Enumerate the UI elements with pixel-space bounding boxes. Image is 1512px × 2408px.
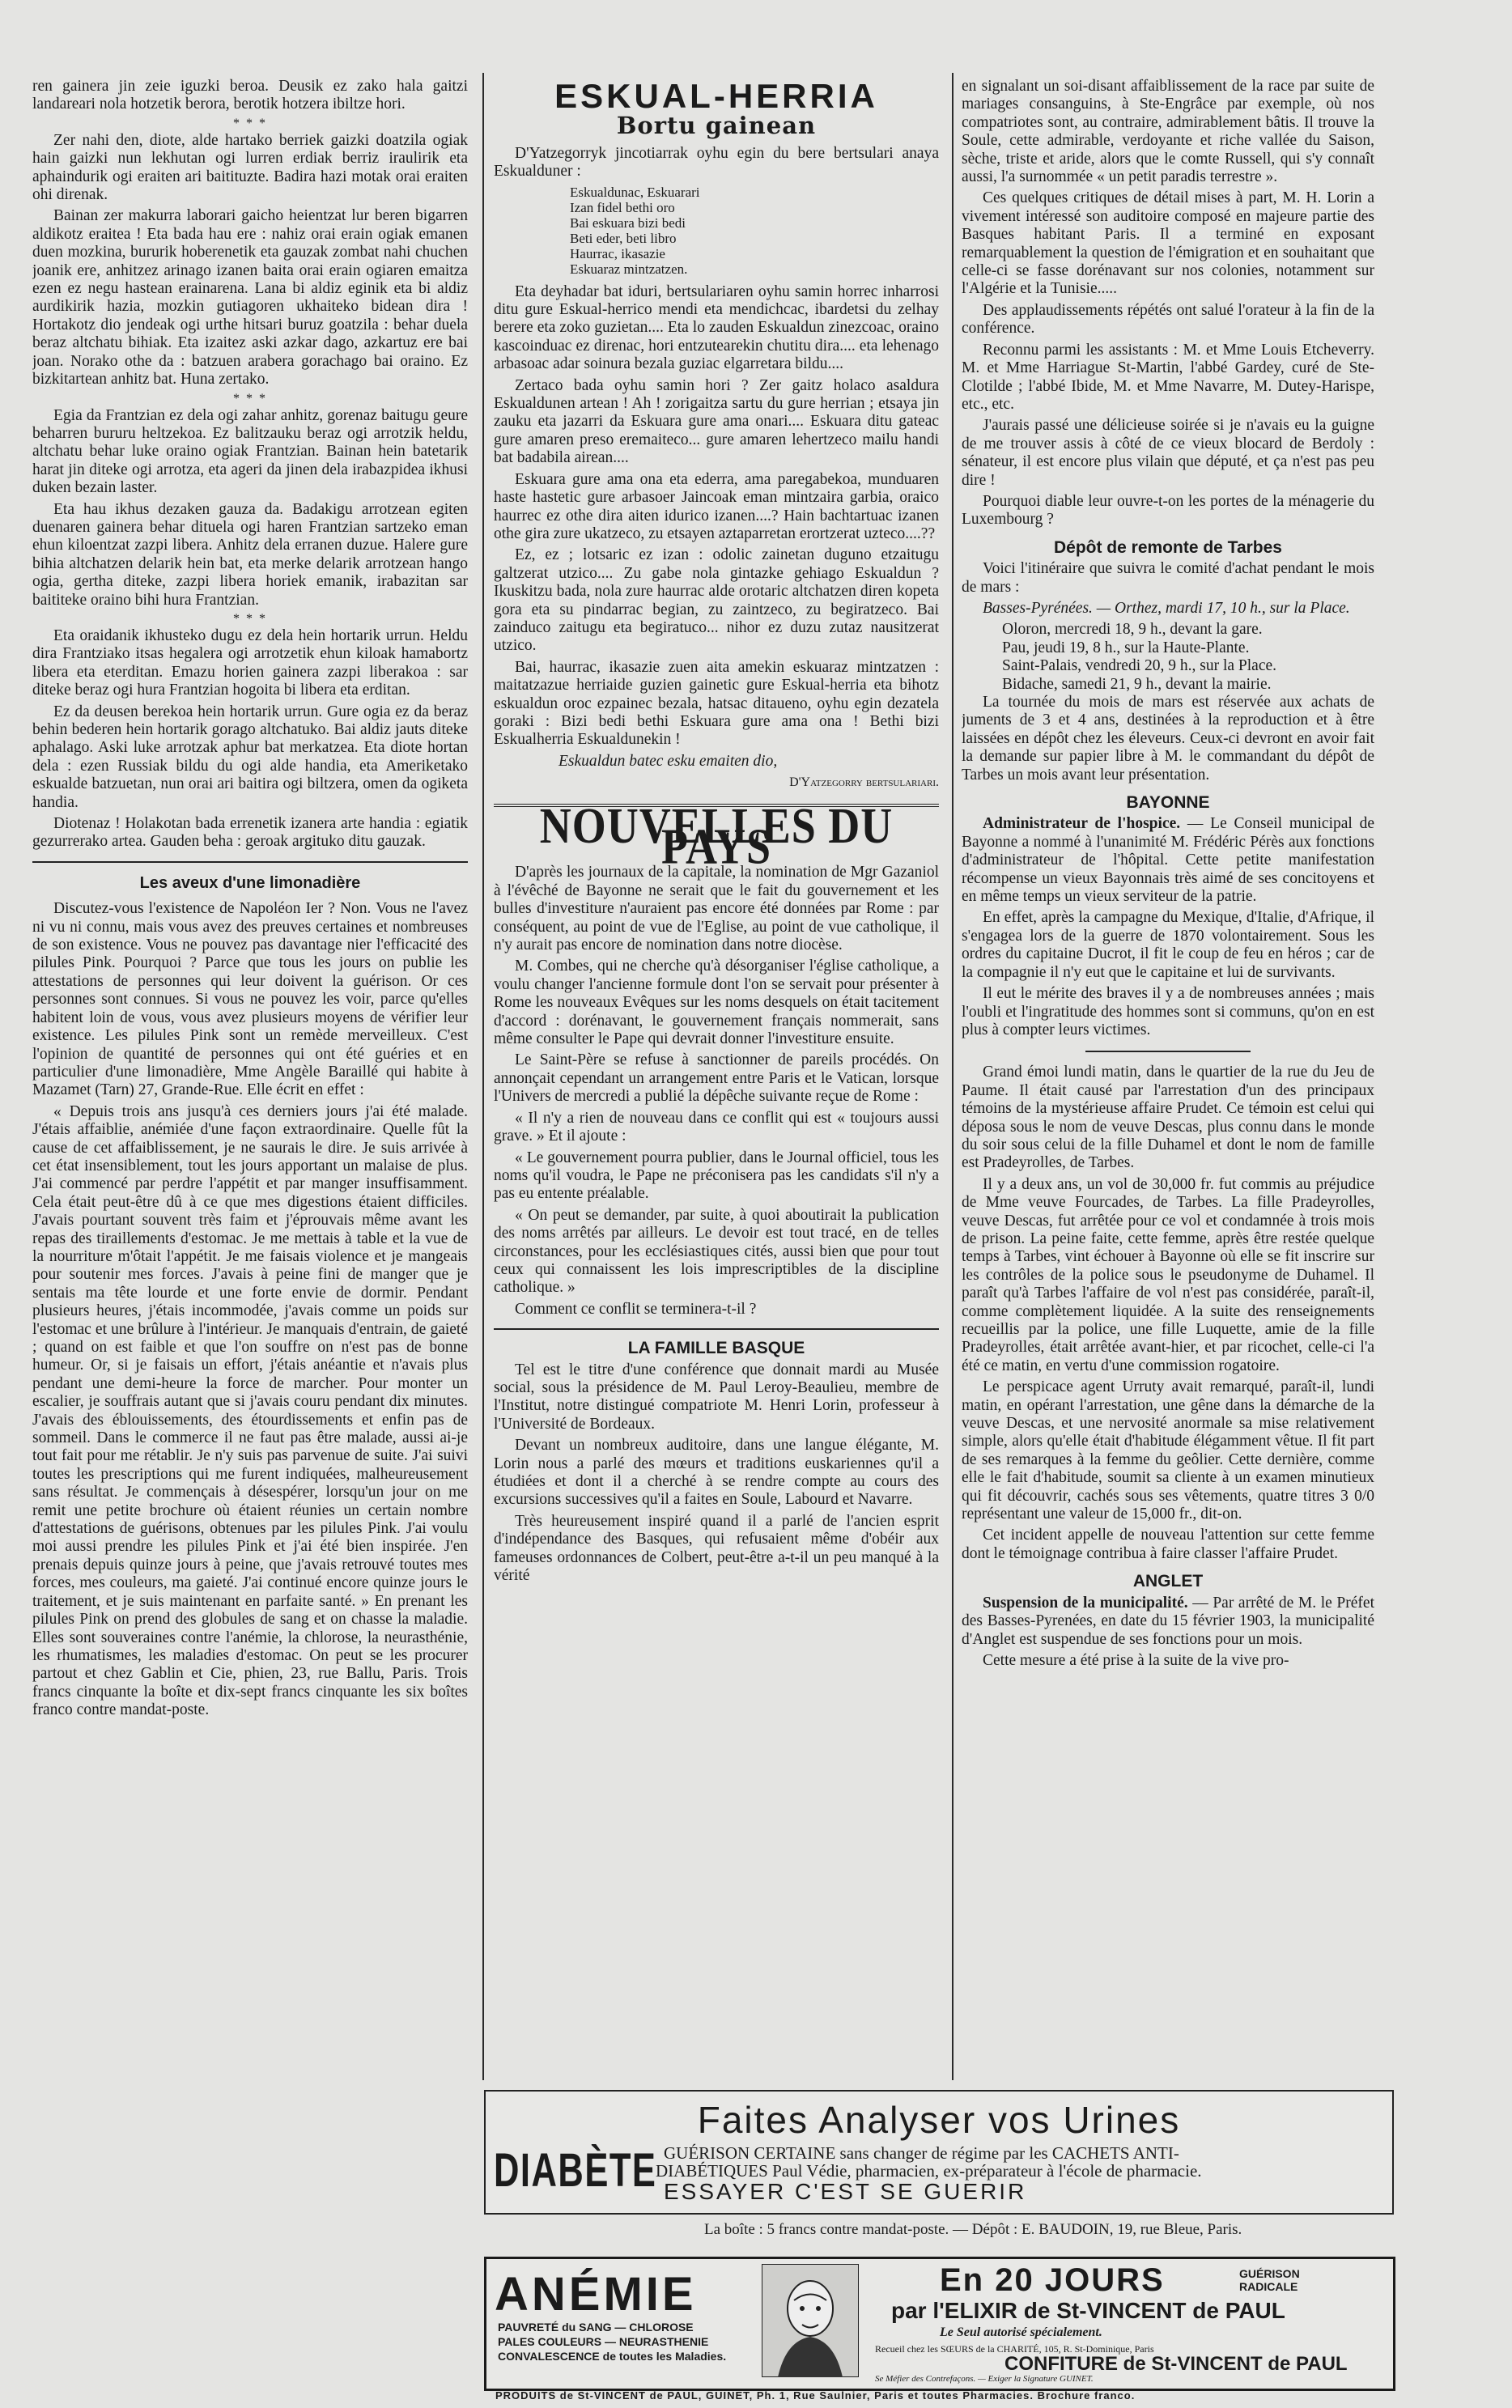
section-divider [494,1328,939,1330]
ad-text: GUÉRISON RADICALE [1239,2267,1300,2293]
paragraph: Il eut le mérite des braves il y a de nombreuses années ; mais l'oubli et l'ingratitude des hommes sont si communs, qu'on en est plus à compter leurs victimes. [962,985,1374,1038]
paragraph: Egia da Frantzian ez dela ogi zahar anhitz, gorenaz baitugu geure beharren bururu heltzekoa. Ez balitzauku beraz ogi arrotzik heldu, altchatu behar luke oraino ogiak Frantzian. Bainan hein batetarik harat jin diteke ogi arrotza, eta ageri da jinen dela irabazpidea ikhusi duken bezain laster. [32,406,468,497]
advertisement-anemie [484,2257,1395,2391]
paragraph: Eta deyhadar bat iduri, bertsulariaren oyhu samin horrec inharrosi ditu gure Eskual-herrico mendi eta mendichcac, ibardetsi du zelhay berere eta zoko guzietan.... Eta lo zauden Eskualdun zinezcoac, oraino kascoinduac ez direnac, hori entzutearekin chutitu dira.... eta lehenago arbasoac adar soinura bezala guziac elgarretara bildu.... [494,282,939,373]
ad-product: par l'ELIXIR de St-VINCENT de PAUL [891,2298,1285,2323]
ad-product: CONFITURE de St-VINCENT de PAUL [1004,2353,1348,2375]
paragraph: Comment ce conflit se terminera-t-il ? [515,1300,757,1318]
poem-line: Beti eder, beti libro [570,230,677,246]
paragraph: D'Yatzegorryk jincotiarrak oyhu egin du bere bertsulari anaya Eskualduner : [494,144,939,180]
paragraph: Zer nahi den, diote, alde hartako berriek gaizki doatzila ogiak hain gaizki nun lekhutan ogi lurren erdiak berriz iraulirik eta aphaindurik ogi eraiten ari baitituzte. Badira hazi motak orai eraiten ohi direnak. [32,131,468,204]
column-2 [494,78,939,2085]
section-divider [1085,1051,1251,1052]
itinerary-line: Oloron, mercredi 18, 9 h., devant la gare. [1002,621,1263,639]
paragraph: La tournée du mois de mars est réservée aux achats de juments de 3 et 4 ans, destinées à la reproduction et à être laissées en dépôt chez les éleveurs. Ceux-ci devront en avoir fait la demande sur papier libre à M. le commandant du dépôt de Tarbes un mois avant leur présentation. [962,694,1374,784]
ad-headline: En 20 JOURS [940,2262,1165,2298]
ad-title: ANÉMIE [495,2268,697,2321]
section-masthead: ESKUAL-HERRIA [554,78,878,115]
paragraph: Voici l'itinéraire que suivra le comité d'achat pendant le mois de mars : [962,560,1374,596]
paragraph: Devant un nombreux auditoire, dans une langue élégante, M. Lorin nous a parlé des mœurs et traditions euskariennes qu'il a étudiées et dont il a cherché à se rendre compte au cours des excursions successives qu'il a faites en Soule, Labourd et Navarre. [494,1437,939,1509]
paragraph-text: — Par arrêté de M. le Préfet des Basses-Pyrenées, en date du 15 février 1903, la municipalité d'Anglet est suspendue de ses fonctions pour un mois. [962,1594,1374,1648]
column-rule-left [482,73,484,2080]
ad-text: Le Seul autorisé spécialement. [940,2325,1102,2339]
article-title: Dépôt de remonte de Tarbes [1053,537,1282,557]
ad-slogan: ESSAYER C'EST SE GUERIR [664,2179,1027,2204]
poem-line: Haurrac, ikasazie [570,245,665,261]
section-separator: * * * [233,611,267,626]
section-divider [32,861,468,863]
paragraph: Ez da deusen berekoa hein hortarik urrun. Gure ogia ez da beraz behin bederen hein hortarik gorago altchatuko. Bai aldiz jauts diteke aphalago. Aski luke arrotzak aphur bat merkatzea. Eta diote hortan dela : ezen Russiak bildu du ogi alde handia, eta Ameriketako eskualde batzuetan, nun orai ari baitira ogi biltzera, omen da ogiketa handia. [32,703,468,811]
subhead: Administrateur de l'hospice. [983,815,1181,833]
paragraph: Cet incident appelle de nouveau l'attention sur cette femme dont le témoignage contribua à faire classer l'affaire Prudet. [962,1527,1374,1562]
paragraph: Eta hau ikhus dezaken gauza da. Badakigu arrotzean egiten duenaren gainera behar dituela ogi haren Frantzian sartzeko eman ehun kiloentzat zazpi libera. Anhitz dela erranen duzue. Halere gure bihia altchatzen delarik hein bat, eta merke delarik arrotzean hango ogia, gertha diteke, zazpi libera horiek emanik, irabazitan sar baititeke oraino bihi hura Frantzian. [32,500,468,609]
poem-line: Eskualdunac, Eskuarari [570,184,700,200]
paragraph [962,815,1374,906]
column-1 [32,78,468,2393]
ad-text: DIABÉTIQUES Paul Védie, pharmacien, ex-préparateur à l'école de pharmacie. [656,2161,1202,2181]
ad-text: PALES COULEURS — NEURASTHENIE [498,2335,709,2348]
paragraph: Il y a deux ans, un vol de 30,000 fr. fut commis au préjudice de Mme veuve Fourcades, de Tarbes. La fille Pradeyrolles, veuve Descas, fut arrêtée pour ce vol et condamnée à trois mois de prison. La peine faite, cette femme, après être restée quelque temps à Tarbes, vint échouer à Bayonne où elle se fit inscrire sur les contrôles de la police sous le pseudonyme de Duhamel. Il paraît qu'à Tarbes l'affaire de vol n'est pas considérée, paraît-il, comme complètement liquidée. A la suite des renseignements recueillis par la police, une fille Luquette, amie de la fille Pradeyrolles, était arrêtée avant-hier, et par ricochet, celle-ci l'a été ce matin, en vertu d'une commission rogatoire. [962,1175,1374,1374]
section-heading: NOUVELLES DU PAYS [539,797,894,875]
ad-text: PAUVRETÉ du SANG — CHLOROSE [498,2321,694,2334]
paragraph: « On peut se demander, par suite, à quoi aboutirait la publication des noms arrêtés par ailleurs. Le devoir est tout tracé, en de telles circonstances, pour les ecclésiastiques cités, aussi bien que pour tout ceux qui connaissent les lois imprescriptibles de la discipline catholique. » [494,1206,939,1297]
paragraph: Pourquoi diable leur ouvre-t-on les portes de la ménagerie du Luxembourg ? [962,492,1374,529]
section-heading: ANGLET [1132,1572,1204,1591]
ad-text: GUÉRISON CERTAINE sans changer de régime par les CACHETS ANTI- [664,2143,1179,2163]
paragraph: Des applaudissements répétés ont salué l'orateur à la fin de la conférence. [962,301,1374,338]
paragraph: Très heureusement inspiré quand il a parlé de l'ancien esprit d'indépendance des Basques, qui refusaient même d'obéir aux fameuses ordonnances de Colbert, peut-être a-t-il un peu manqué à la vérité [494,1512,939,1585]
saint-portrait-icon [762,2264,859,2377]
paragraph-text: — Le Conseil municipal de Bayonne a nommé à l'unanimité M. Frédéric Pérès aux fonctions d'administrateur de l'hôpital. Cette petite manifestation récompense un vieux Bayonnais très aimé de ses concitoyens et en même temps un vieux serviteur de la patrie. [962,815,1374,906]
paragraph: Ez, ez ; lotsaric ez izan : odolic zainetan duguno etzaitugu galtzerat utzico.... Zu gabe nola gintazke gehiago Eskualdun ? Ikuskitzu bada, nola zure haurrac alde orotaric altchatzen diren kopeta gora eta su pindarrac begian, zu zaintzeco, zu begiratzeco. Bai zainduco zaitugu eta begiratuco... nihor ez duzu zutaz nausitzerat utzico. [494,546,939,655]
paragraph: « Depuis trois ans jusqu'à ces derniers jours j'ai été malade. J'étais affaiblie, anémiée d'une façon extraordinaire. Quelle fût la cause de cet affaiblissement, je ne saurais le dire. Je suis arrivée à cet état insensiblement, tout les jours apportant un malaise de plus. J'ai commencé par perdre l'appétit et par manger insuffisamment. Cela était peut-être dû à ce que mes digestions étaient difficiles. J'avais pourtant souvent très faim et j'éprouvais même avant les repas des tiraillements d'estomac. Je me mettais à table et la vue de la nourriture m'ôtait l'appétit. Je me faisais violence et je mangeais pour soutenir mes forces. J'avais à peine fini de manger que je sentais ma tête lourde et une forte envie de dormir. Pendant plusieurs heures, j'étais incommodée, j'avais comme un poids sur l'estomac et une brûlure à l'intérieur. Je manquais d'entrain, de gaieté ; quand on est faible et que l'on souffre on n'est pas de bonne humeur. Or, si je faisais un effort, j'étais anéantie et n'avais plus pendant une demi-heure la force de marcher. Pour monter un escalier, je souffrais autant que si j'avais couru pendant dix minutes. J'avais des éblouissements, des étourdissements et enfin pas de sommeil. Dans le commerce il ne faut pas être malade, aussi ai-je tout fait pour me rétablir. Je n'y suis pas parvenue de suite. J'ai suivi toutes les prescriptions qui me furent indiquées, malheureusement sans résultat. Je commençais à désespérer, lorsqu'un jour on me remit une petite brochure où étaient réunies un certain nombre d'attestations de guérisons, obtenues par les pilules Pink. J'ai voulu moi aussi prendre les pilules Pink et j'ai été bien inspirée. J'en prenais depuis quinze jours à peine, que j'avais retrouvé toutes mes forces, mes couleurs, ma gaieté. J'ai continué encore quinze jours le traitement, et je suis maintenant en parfaite santé. » En prenant les pilules Pink on prend des globules de sang et on chasse la maladie. Elles sont souveraines contre l'anémie, la chlorose, la neurasthénie, les rhumatismes, les maladies d'estomac. On peut se les procurer partout et chez Gablin et Cie, phien, 23, rue Ballu, Paris. Trois francs cinquante la boîte et dix-sept francs cinquante les six boîtes franco contre mandat-poste. [32,1102,468,1719]
paragraph: Le perspicace agent Urruty avait remarqué, paraît-il, lundi matin, en opérant l'arrestation, une gêne dans la démarche de la veuve Descas, et une nervosité anormale sa mise relativement simple, alors qu'elle était d'habitude élégamment vêtue. Il fit part de ses remarques à la femme du geôlier. Cette dernière, comme elle le fait d'habitude, soumit sa cliente à un examen minutieux qui fit découvrir, cachés sous ses vêtements, quatre titres 3 0/0 représentant une valeur de 15,000 fr., dit-on. [962,1378,1374,1523]
ad-diabete-label: DIABÈTE [494,2144,657,2197]
paragraph: Diotenaz ! Holakotan bada errenetik izanera arte handia : egiatik gezurrerako artea. Gauden beha : geroak argituko ditu gauzak. [32,815,468,851]
paragraph: Bai, haurrac, ikasazie zuen aita amekin eskuaraz mintzatzen : maitatzazue herriaide guzien gainetic gure Eskual-herria eta bihotz eskualdun oroc ezpainec bezala, hatsac ditaueno, oyhu egin dezatela goraki : Bizi bedi bethi Eskuara gure ama ona ! Bethi bizi Eskualherria Eskualdunekin ! [494,658,939,749]
poem [570,185,939,277]
ad-text: CONVALESCENCE de toutes les Maladies. [498,2350,727,2363]
subhead: Suspension de la municipalité. [983,1594,1188,1612]
poem-line: Izan fidel bethi oro [570,199,675,215]
paragraph: Discutez-vous l'existence de Napoléon Ier ? Non. Vous ne l'avez ni vu ni connu, mais vous avez des preuves certaines et nombreuses de son existence. Vous ne pouvez pas davantage nier l'efficacité des pilules Pink. Pourquoi ? Parce que tous les jours on publie les attestations de personnes qui leur doivent la guérison. Or ces personnes sont connues. Si vous ne pouvez les voir, parce qu'elles habitent loin de vous, vous avez plusieurs moyens de vérifier leur existence. Les pilules Pink sont un remède merveilleux. C'est l'opinion de quantité de personnes qui ont été guéries et en particulier d'une limonadière, Mme Angèle Baraillé qui habite à Mazamet (Tarn) 27, Grande-Rue. Elle écrit en effet : [32,900,468,1099]
paragraph: D'après les journaux de la capitale, la nomination de Mgr Gazaniol à l'évêché de Bayonne ne serait que le fait du gouvernement et les bulles d'investiture n'auraient pas encore été données par Rome : par conséquent, au point de vue de l'Eglise, au point de vue catholique, il n'y aurait pas encore de nomination dans notre diocèse. [494,864,939,954]
paragraph: Eta oraidanik ikhusteko dugu ez dela hein hortarik urrun. Heldu dira Frantziako itsas hegalera ogi arrotzetik ehun kiloak hamabortz libera eta eterditan. Emazu horien gainera zazpi liberakoa : sar diteke beraz ogi hura Frantzian hogoita bi libera eta erditan. [32,626,468,699]
paragraph: Reconnu parmi les assistants : M. et Mme Louis Etcheverry. M. et Mme Harriague St-Martin, l'abbé Gardey, curé de Ste-Clotilde ; l'abbé Ibide, M. et Mme Navarre, M. Dutey-Harispe, etc., etc. [962,341,1374,413]
poem-line: Bai eskuara bizi bedi [570,214,686,231]
section-separator: * * * [233,116,267,130]
signature: D'Yatzegorry bertsulariari. [789,775,939,790]
paragraph: M. Combes, qui ne cherche qu'à désorganiser l'église catholique, a voulu changer l'ancienne formule dont l'on se servait pour présenter à Rome les nouveaux Evêques sur les noms desquels on était tacitement d'accord : dorénavant, le gouvernement français nommerait, sans même consulter le Pape qui devrait donner l'investiture ensuite. [494,958,939,1048]
article-title: Bortu gainean [616,112,817,140]
column-3 [962,78,1374,2085]
article-title: Les aveux d'une limonadière [139,873,361,892]
paragraph: Grand émoi lundi matin, dans le quartier de la rue du Jeu de Paume. Il était causé par l'arrestation d'un des principaux témoins de la mystérieuse affaire Prudet. Ce témoin est celui qui déposa sous le nom de veuve Descas, plus connu dans le monde du soir sous celui de la fille Duhamel et dont le nom de famille est Pradeyrolles, de Tarbes. [962,1064,1374,1172]
advertisement-urines [484,2090,1394,2215]
poem-line: Eskuaraz mintzatzen. [570,261,688,277]
paragraph: Basses-Pyrénées. — Orthez, mardi 17, 10 h., sur la Place. [983,599,1350,617]
article-title: LA FAMILLE BASQUE [627,1339,805,1358]
paragraph: « Le gouvernement pourra publier, dans le Journal officiel, tous les noms qu'il voudra, le Pape ne préconisera pas les candidats s'il n'y a pas eu entente préalable. [494,1149,939,1203]
section-heading: BAYONNE [1126,793,1210,813]
ad-text: La boîte : 5 francs contre mandat-poste. — Dépôt : E. BAUDOIN, 19, rue Bleue, Paris. [704,2221,1242,2238]
paragraph: Zertaco bada oyhu samin hori ? Zer gaitz holaco asaldura Eskualdunen artean ! Ah ! zorigaitza sartu du gure herrian ; etsaya jin zauku eta jazarri da Eskuara gure ama onari.... Eskuara ditu gateac gure amaren preso eremaiteco... gure amaren lehertzeco mailu handi bat badabila airean.... [494,376,939,467]
itinerary-line: Pau, jeudi 19, 8 h., sur la Haute-Plante. [1002,639,1250,656]
paragraph: en signalant un soi-disant affaiblissement de la race par suite de mariages consanguins, à Ste-Engrâce par exemple, où nos compatriotes sont, au contraire, admirablement bâtis. Il trouve la Soule, cette admirable, verdoyante et riche vallée du Saison, sèche, triste et aride, alors que le comte Russell, qui s'y connaît aussi, l'a surnommée « un petit paradis terrestre ». [962,78,1374,186]
paragraph [962,1595,1374,1649]
paragraph: J'aurais passé une délicieuse soirée si je n'avais eu la guigne de me trouver assis à côté de ce vieux blocard de Berdoly : sénateur, il est encore plus vilain que député, et ça n'est pas peu dire ! [962,417,1374,489]
paragraph: Le Saint-Père se refuse à sanctionner de pareils procédés. On annonçait cependant un arrangement entre Paris et le Vatican, lorsque l'Univers de mercredi a publié la dépêche suivante reçue de Rome : [494,1051,939,1106]
paragraph: Cette mesure a été prise à la suite de la vive pro- [983,1651,1289,1669]
paragraph: En effet, après la campagne du Mexique, d'Italie, d'Afrique, il s'engagea lors de la guerre de 1870 volontairement. Sous les ordres du capitaine Ducrot, il fit le coup de feu en héros ; car de la compagnie il n'y eut que le capitaine et lui de survivants. [962,909,1374,981]
itinerary-line: Saint-Palais, vendredi 20, 9 h., sur la Place. [1002,657,1277,675]
signature-line: Eskualdun batec esku emaiten dio, [559,752,778,770]
ad-footer: PRODUITS de St-VINCENT de PAUL, GUINET, Ph. 1, Rue Saulnier, Paris et toutes Pharmacies. Brochure franco. [495,2389,1136,2402]
column-rule-right [952,73,953,2080]
ad-text: Se Méfier des Contrefaçons. — Exiger la Signature GUINET. [875,2374,1094,2384]
itinerary-line: Bidache, samedi 21, 9 h., devant la mairie. [1002,675,1272,693]
paragraph: ren gainera jin zeie iguzki beroa. Deusik ez zako hala gaitzi landareari nola hotzetik berora, berotik hotzera ibiltze hori. [32,78,468,113]
section-separator: * * * [233,391,267,406]
ad-title: Faites Analyser vos Urines [697,2099,1181,2141]
paragraph: « Il n'y a rien de nouveau dans ce conflit qui est « toujours aussi grave. » Et il ajoute : [494,1109,939,1145]
paragraph: Ces quelques critiques de détail mises à part, M. H. Lorin a vivement intéressé son auditoire composé en majeure partie des Basques habitant Paris. Il a terminé en exposant remarquablement la question de l'émigration et en souhaitant que celle-ci se fasse dorénavant sur nos colonies, notamment sur l'Algérie et la Tunisie..... [962,189,1374,298]
paragraph: Eskuara gure ama ona eta ederra, ama paregabekoa, munduaren haste hastetic gure arbasoer Jaincoak eman mintzaira garbia, oraico haurrec ez othe dira aiten idurico izanen....? Hain bachtartuac izanen othe gira zure ukatzeco, zu etsayen aztaparretan erortzerat uzteco....?? [494,470,939,542]
ad-text: Recueil chez les SŒURS de la CHARITÉ, 105, R. St-Dominique, Paris [875,2343,1154,2355]
paragraph: Tel est le titre d'une conférence que donnait mardi au Musée social, sous la présidence de M. Paul Leroy-Beaulieu, membre de l'Institut, notre distingué compatriote M. Henri Lorin, professeur à l'Université de Bordeaux. [494,1361,939,1433]
paragraph: Bainan zer makurra laborari gaicho heientzat lur beren bigarren aldikotz eraitea ! Eta bada hau ere : nahiz orai erain ogiak emanen duen mozkina, bururik hoberenetik eta gauzak zombat nahi chuchen joanik ere, anhitzez arinago izanen baita orai erain ogiaren emaitza ezen ez negu hastean erainarena. Lana bi aldiz eginik eta bi aldiz aurdikirik hazia, mozkin gutiagoren ukhaiteko bidean dira ! Hortakotz dio jendeak ogi urthe hitsari buruz goatzila : behar duela beraz altchatu bihiak. Eta izaitez aski azkar dago, azkartuz ere bai joan. Norako othe da : batzuen arabera gorachago bai oraino. Ez bizkitartean anhitz bat. Huna zertako. [32,207,468,389]
